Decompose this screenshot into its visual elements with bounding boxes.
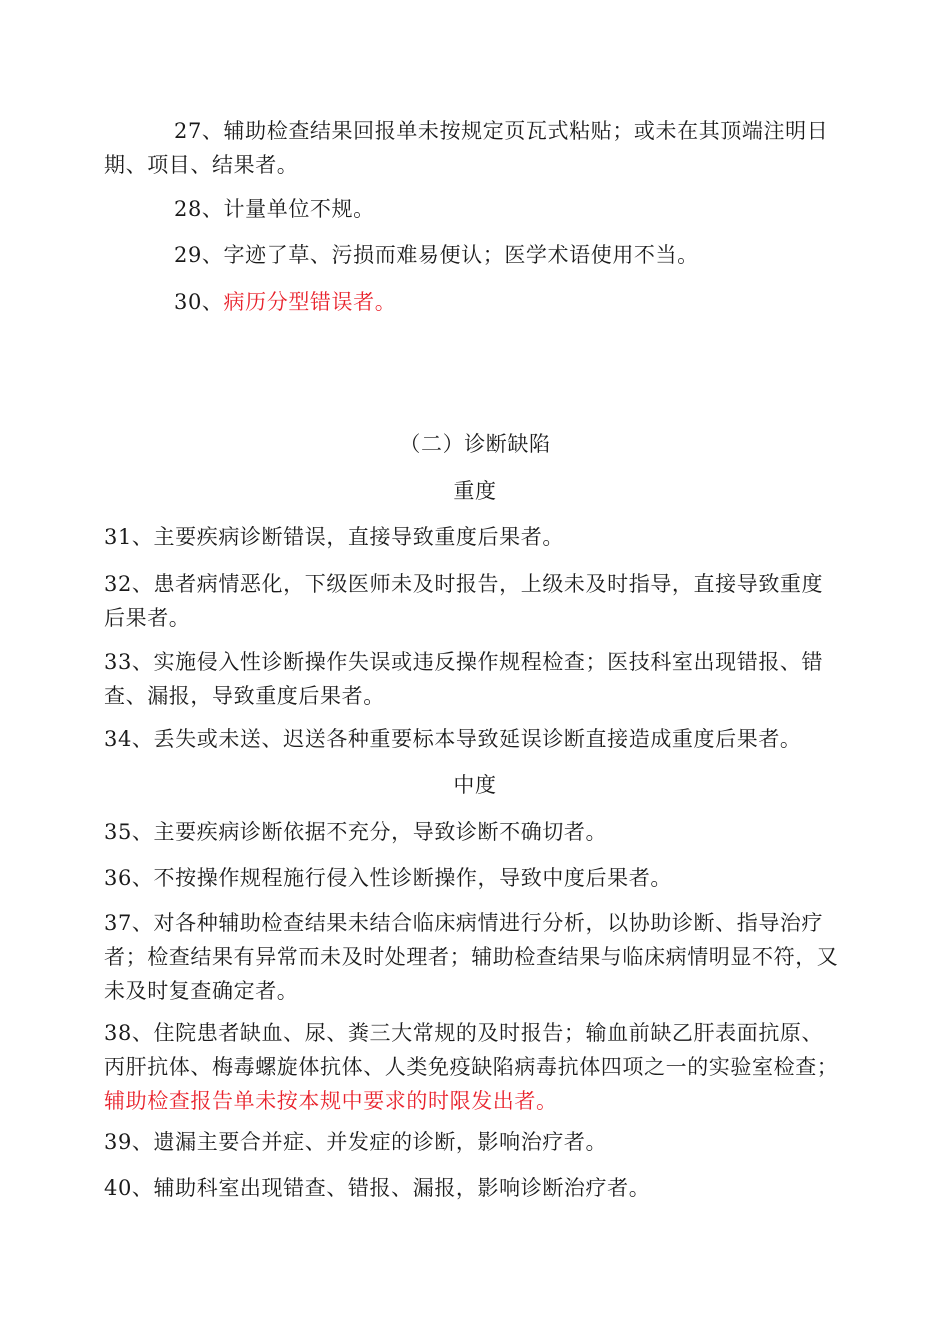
item-30-number: 30、	[174, 290, 224, 314]
item-37: 37、对各种辅助检查结果未结合临床病情进行分析，以协助诊断、指导治疗者；检查结果有异常而未及时处理者；辅助检查结果与临床病情明显不符，又未及时复查确定者。	[104, 911, 839, 1003]
item-28: 28、计量单位不规。	[174, 197, 375, 221]
item-38-highlight: 辅助检查报告单未按本规中要求的时限发出者。	[104, 1089, 558, 1113]
item-32: 32、患者病情恶化，下级医师未及时报告，上级未及时指导，直接导致重度后果者。	[104, 572, 824, 630]
item-35: 35、主要疾病诊断依据不充分，导致诊断不确切者。	[104, 820, 608, 844]
item-38-text: 38、住院患者缺血、尿、粪三大常规的及时报告；输血前缺乙肝表面抗原、丙肝抗体、梅毒螺旋体抗体、人类免疫缺陷病毒抗体四项之一的实验室检查；	[104, 1021, 839, 1079]
item-40: 40、辅助科室出现错查、错报、漏报，影响诊断治疗者。	[104, 1176, 651, 1200]
item-30	[104, 285, 844, 319]
section-title: （二）诊断缺陷	[399, 432, 551, 456]
item-27: 27、辅助检查结果回报单未按规定页瓦式粘贴；或未在其顶端注明日期、项目、结果者。	[104, 119, 829, 177]
item-33: 33、实施侵入性诊断操作失误或违反操作规程检查；医技科室出现错报、错查、漏报，导致重度后果者。	[104, 650, 824, 708]
item-30-highlight: 病历分型错误者。	[223, 290, 397, 314]
item-31: 31、主要疾病诊断错误，直接导致重度后果者。	[104, 525, 564, 549]
item-29: 29、字迹了草、污损而难易便认；医学术语使用不当。	[174, 243, 699, 267]
item-38	[104, 1016, 844, 1118]
item-36: 36、不按操作规程施行侵入性诊断操作，导致中度后果者。	[104, 866, 672, 890]
heading-severe: 重度	[453, 479, 497, 503]
item-39: 39、遗漏主要合并症、并发症的诊断，影响治疗者。	[104, 1130, 608, 1154]
heading-moderate: 中度	[453, 773, 497, 797]
item-34: 34、丢失或未送、迟送各种重要标本导致延误诊断直接造成重度后果者。	[104, 727, 802, 751]
